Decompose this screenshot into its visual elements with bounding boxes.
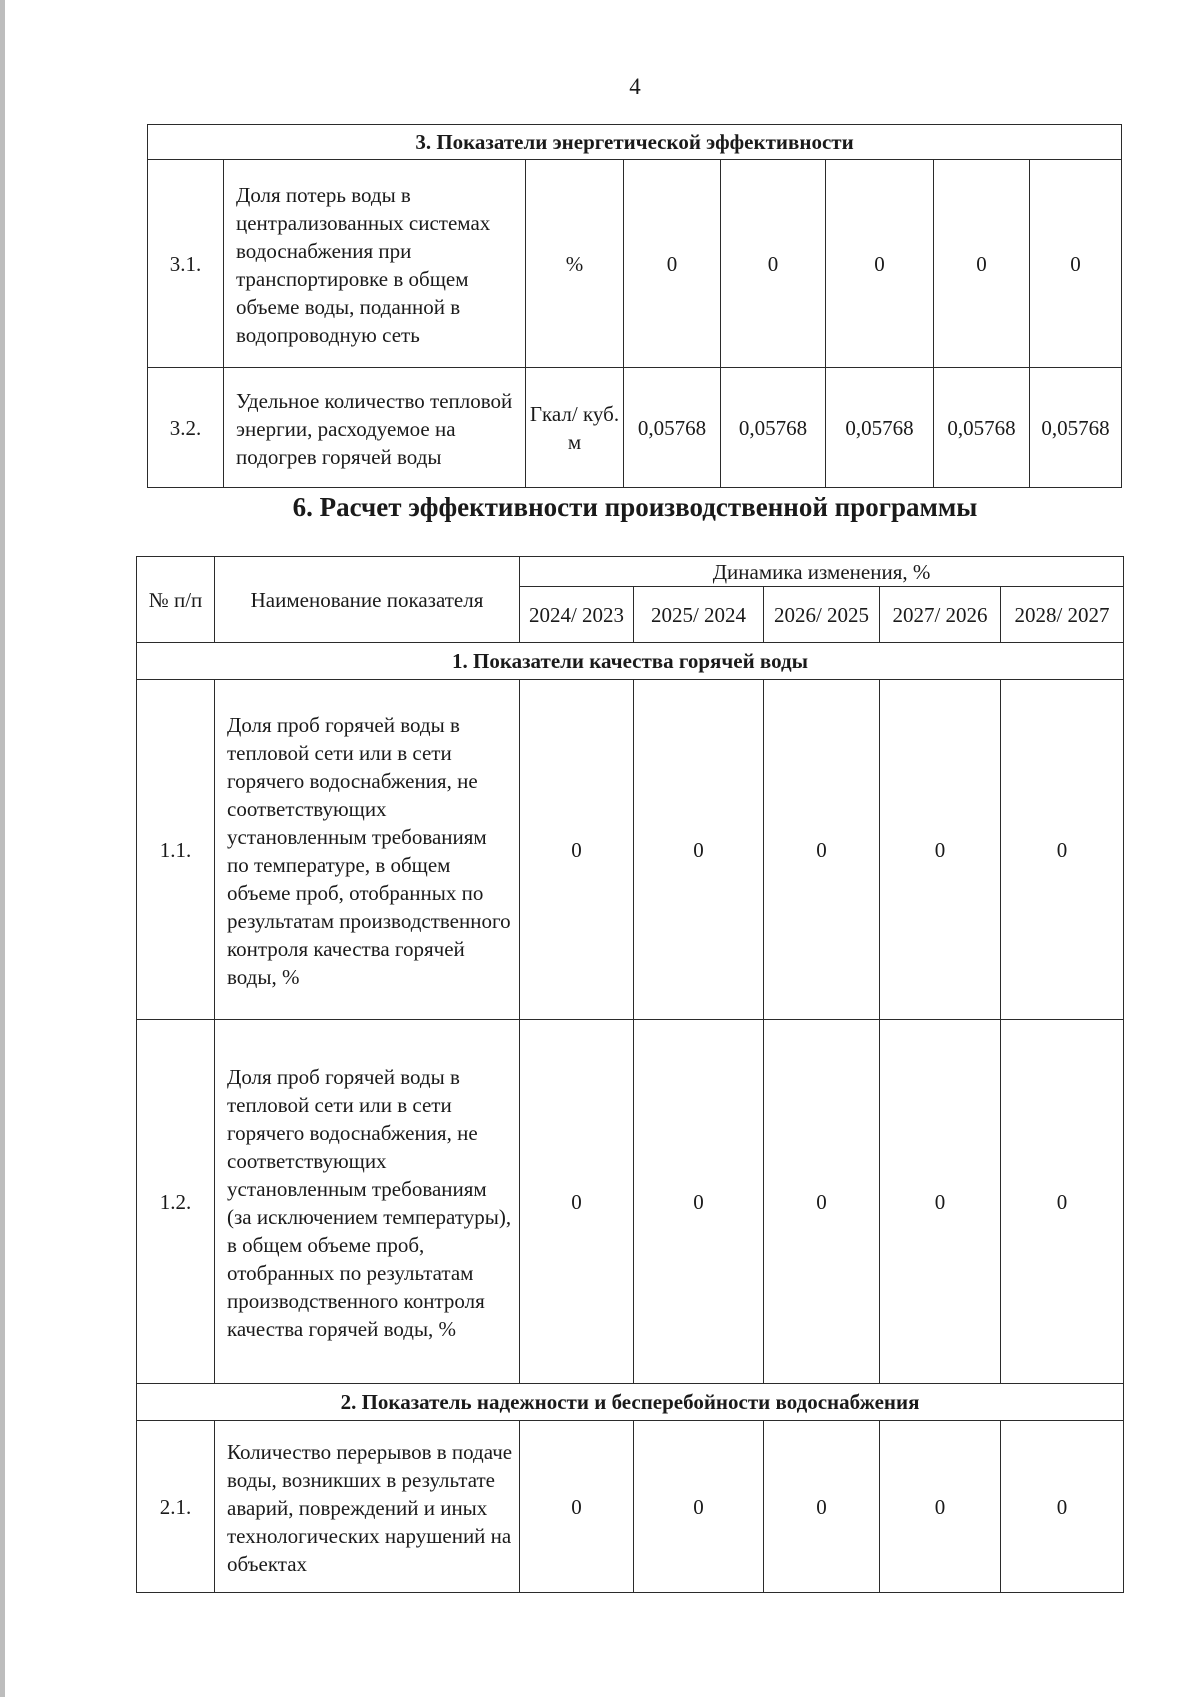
header-dynamics: Динамика изменения, % bbox=[520, 557, 1124, 587]
header-period: 2026/ 2025 bbox=[764, 587, 880, 643]
page-number: 4 bbox=[629, 74, 641, 99]
header-period: 2024/ 2023 bbox=[520, 587, 634, 643]
indicator-name: Доля проб горячей воды в тепловой сети или в сети горячего водоснабжения, не соответствующих установленным требованиям по температуре, в общем объеме проб, отобранных по результатам производственного контроля качества горячей воды, % bbox=[215, 680, 520, 1020]
value-cell: 0 bbox=[764, 1020, 880, 1384]
value-cell: 0 bbox=[764, 680, 880, 1020]
value-cell: 0 bbox=[1001, 680, 1124, 1020]
section-title-reliability: 2. Показатель надежности и бесперебойности водоснабжения bbox=[137, 1384, 1124, 1421]
scan-edge bbox=[0, 0, 5, 1697]
header-period: 2028/ 2027 bbox=[1001, 587, 1124, 643]
row-number: 1.2. bbox=[137, 1020, 215, 1384]
value-cell: 0,05768 bbox=[721, 368, 826, 488]
value-cell: 0 bbox=[624, 160, 721, 368]
section-title-quality: 1. Показатели качества горячей воды bbox=[137, 643, 1124, 680]
indicator-name: Удельное количество тепловой энергии, расходуемое на подогрев горячей воды bbox=[224, 368, 526, 488]
indicator-name: Доля потерь воды в централизованных системах водоснабжения при транспортировке в общем объеме воды, поданной в водопроводную сеть bbox=[224, 160, 526, 368]
value-cell: 0 bbox=[721, 160, 826, 368]
value-cell: 0 bbox=[880, 680, 1001, 1020]
value-cell: 0 bbox=[520, 1020, 634, 1384]
row-number: 3.1. bbox=[148, 160, 224, 368]
value-cell: 0,05768 bbox=[934, 368, 1030, 488]
indicator-name: Количество перерывов в подаче воды, возникших в результате аварий, повреждений и иных технологических нарушений на объектах bbox=[215, 1421, 520, 1593]
energy-efficiency-table bbox=[147, 124, 1122, 488]
value-cell: 0 bbox=[634, 680, 764, 1020]
value-cell: 0 bbox=[764, 1421, 880, 1593]
section-title-energy: 3. Показатели энергетической эффективности bbox=[148, 125, 1122, 160]
value-cell: 0 bbox=[1001, 1421, 1124, 1593]
header-period: 2025/ 2024 bbox=[634, 587, 764, 643]
table-row bbox=[137, 1421, 1124, 1593]
value-cell: 0 bbox=[880, 1421, 1001, 1593]
value-cell: 0 bbox=[1030, 160, 1122, 368]
header-period: 2027/ 2026 bbox=[880, 587, 1001, 643]
header-indicator-name: Наименование показателя bbox=[215, 557, 520, 643]
table-row bbox=[148, 160, 1122, 368]
value-cell: 0,05768 bbox=[1030, 368, 1122, 488]
value-cell: 0 bbox=[634, 1421, 764, 1593]
section-heading: 6. Расчет эффективности производственной программы bbox=[292, 492, 978, 522]
row-number: 2.1. bbox=[137, 1421, 215, 1593]
value-cell: 0,05768 bbox=[826, 368, 934, 488]
table-row bbox=[137, 1020, 1124, 1384]
program-efficiency-table bbox=[136, 556, 1124, 1593]
row-number: 1.1. bbox=[137, 680, 215, 1020]
value-cell: 0 bbox=[634, 1020, 764, 1384]
header-number: № п/п bbox=[137, 557, 215, 643]
unit-cell: Гкал/ куб. м bbox=[526, 368, 624, 488]
value-cell: 0 bbox=[520, 1421, 634, 1593]
unit-cell: % bbox=[526, 160, 624, 368]
value-cell: 0 bbox=[934, 160, 1030, 368]
table-row bbox=[148, 368, 1122, 488]
value-cell: 0 bbox=[880, 1020, 1001, 1384]
value-cell: 0,05768 bbox=[624, 368, 721, 488]
indicator-name: Доля проб горячей воды в тепловой сети или в сети горячего водоснабжения, не соответствующих установленным требованиям (за исключением температуры), в общем объеме проб, отобранных по результатам производственного контроля качества горячей воды, % bbox=[215, 1020, 520, 1384]
row-number: 3.2. bbox=[148, 368, 224, 488]
value-cell: 0 bbox=[520, 680, 634, 1020]
value-cell: 0 bbox=[826, 160, 934, 368]
table-row bbox=[137, 680, 1124, 1020]
value-cell: 0 bbox=[1001, 1020, 1124, 1384]
